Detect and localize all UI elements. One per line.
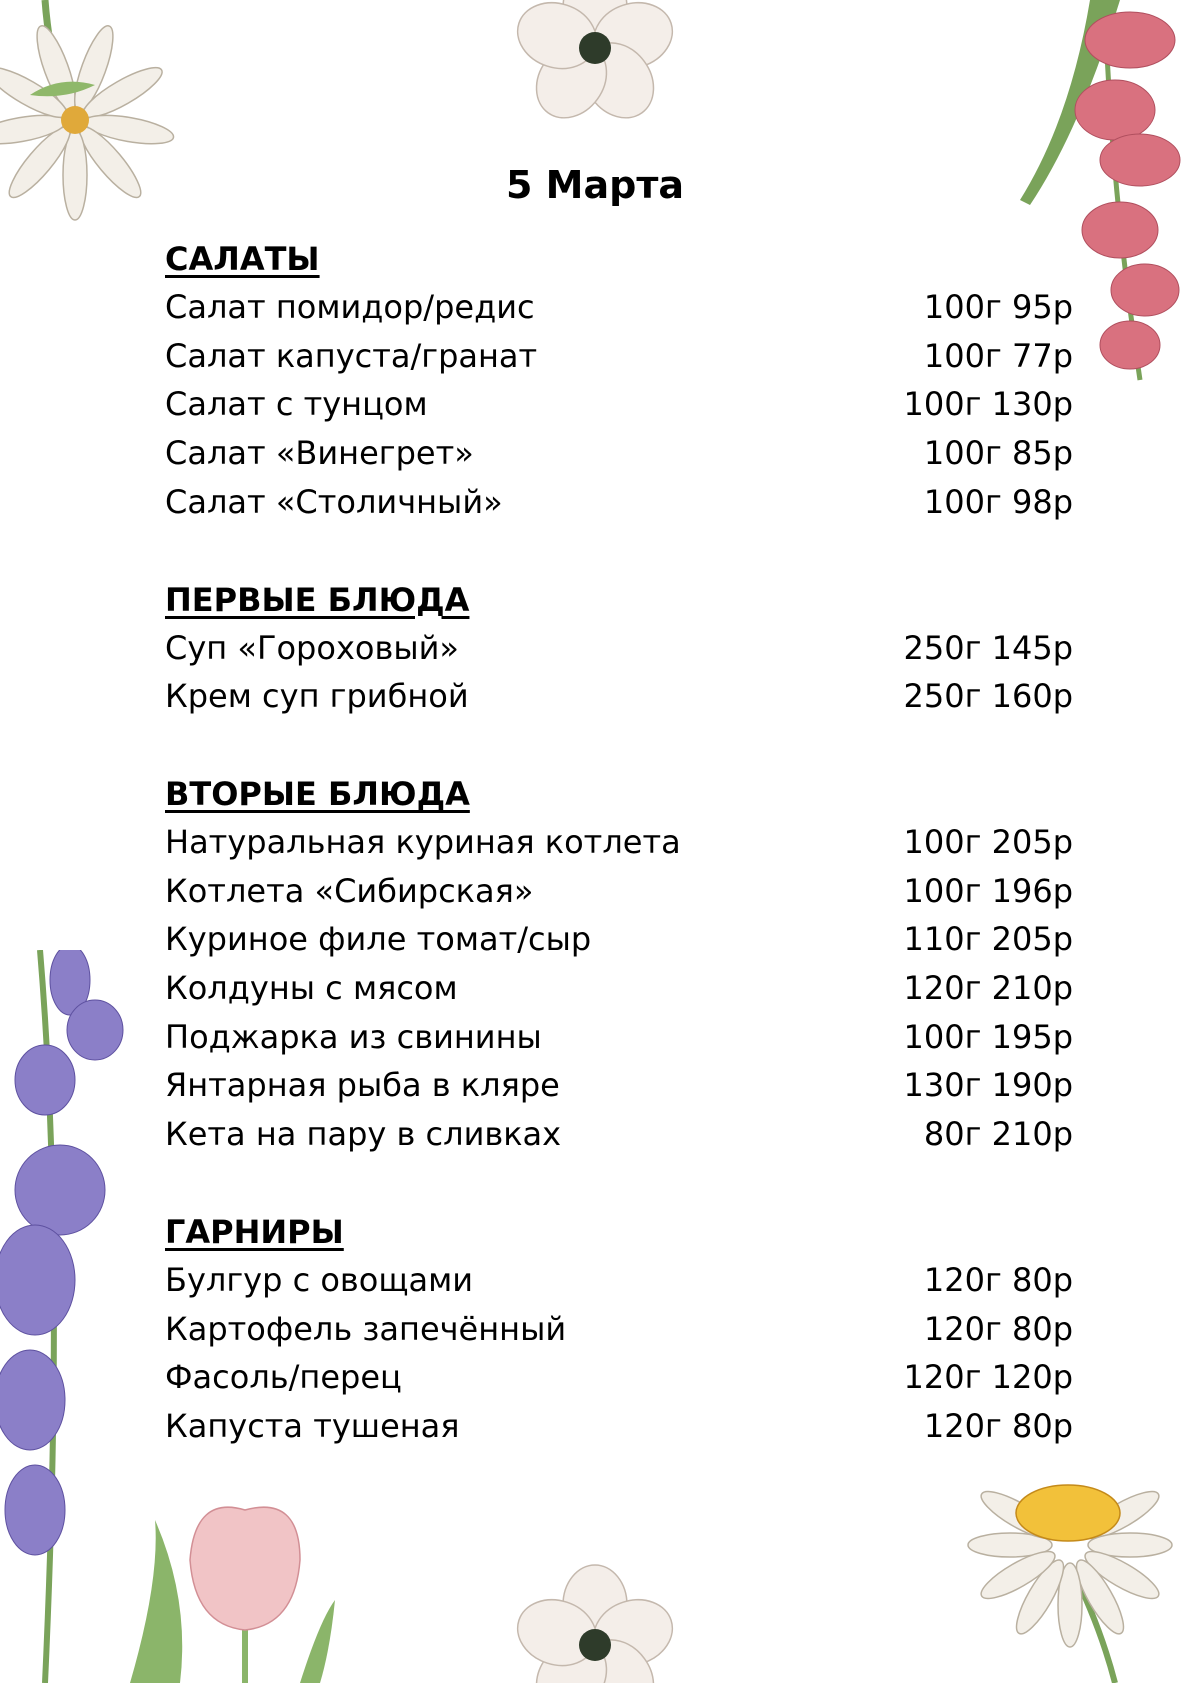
section-heading: ПЕРВЫЕ БЛЮДА: [165, 580, 470, 619]
tulip-icon: [120, 1490, 350, 1683]
item-name: Колдуны с мясом: [165, 969, 458, 1008]
section-first-courses: [165, 576, 1073, 721]
item-name: Янтарная рыба в кляре: [165, 1066, 560, 1105]
section-heading: ВТОРЫЕ БЛЮДА: [165, 774, 470, 813]
menu-item: [165, 380, 1073, 429]
item-name: Салат «Винегрет»: [165, 434, 474, 473]
section-sides: [165, 1208, 1073, 1451]
page-title: 5 Марта: [506, 163, 684, 207]
item-price: 250г 160р: [903, 677, 1073, 716]
item-name: Суп «Гороховый»: [165, 628, 459, 667]
menu: [165, 235, 1073, 1500]
item-price: 120г 120р: [903, 1358, 1073, 1397]
item-price: 250г 145р: [903, 628, 1073, 667]
section-salads: [165, 235, 1073, 527]
menu-item: [165, 1061, 1073, 1110]
menu-item: [165, 429, 1073, 478]
item-price: 100г 130р: [903, 385, 1073, 424]
lavender-icon: [0, 950, 140, 1683]
item-name: Капуста тушеная: [165, 1406, 460, 1445]
anemone-icon: [500, 0, 690, 150]
menu-item: [165, 1013, 1073, 1062]
item-price: 100г 85р: [923, 434, 1073, 473]
section-heading: ГАРНИРЫ: [165, 1212, 344, 1251]
menu-item: [165, 1110, 1073, 1159]
menu-item: [165, 1256, 1073, 1305]
item-name: Салат капуста/гранат: [165, 336, 538, 375]
menu-item: [165, 478, 1073, 527]
item-name: Салат с тунцом: [165, 385, 428, 424]
item-name: Кета на пару в сливках: [165, 1115, 562, 1154]
item-price: 100г 95р: [923, 288, 1073, 326]
menu-item: [165, 672, 1073, 721]
item-name: Салат «Столичный»: [165, 482, 503, 521]
item-price: 100г 77р: [923, 336, 1073, 375]
item-name: Салат помидор/редис: [165, 288, 535, 326]
item-price: 120г 80р: [923, 1406, 1073, 1445]
item-price: 120г 210р: [903, 969, 1073, 1008]
item-price: 100г 98р: [923, 482, 1073, 521]
menu-item: [165, 1353, 1073, 1402]
item-price: 120г 80р: [923, 1309, 1073, 1348]
section-heading: САЛАТЫ: [165, 240, 320, 278]
menu-item: [165, 818, 1073, 867]
menu-item: [165, 867, 1073, 916]
item-price: 110г 205р: [903, 920, 1073, 959]
menu-item: [165, 964, 1073, 1013]
item-name: Поджарка из свинины: [165, 1017, 542, 1056]
item-price: 100г 205р: [903, 822, 1073, 861]
item-price: 100г 196р: [903, 871, 1073, 910]
menu-item: [165, 1402, 1073, 1451]
item-name: Натуральная куриная котлета: [165, 822, 681, 861]
item-name: Крем суп грибной: [165, 677, 469, 716]
item-name: Булгур с овощами: [165, 1260, 474, 1299]
item-name: Картофель запечённый: [165, 1309, 567, 1348]
menu-item: [165, 332, 1073, 381]
item-name: Куриное филе томат/сыр: [165, 920, 592, 959]
item-price: 100г 195р: [903, 1017, 1073, 1056]
menu-item: [165, 624, 1073, 673]
item-price: 130г 190р: [903, 1066, 1073, 1105]
item-name: Котлета «Сибирская»: [165, 871, 534, 910]
menu-item: [165, 1305, 1073, 1354]
menu-item: [165, 915, 1073, 964]
menu-item: [165, 283, 1073, 332]
item-price: 80г 210р: [923, 1115, 1073, 1154]
anemone-icon: [505, 1550, 685, 1683]
item-price: 120г 80р: [923, 1260, 1073, 1299]
section-main-courses: [165, 770, 1073, 1159]
item-name: Фасоль/перец: [165, 1358, 402, 1397]
